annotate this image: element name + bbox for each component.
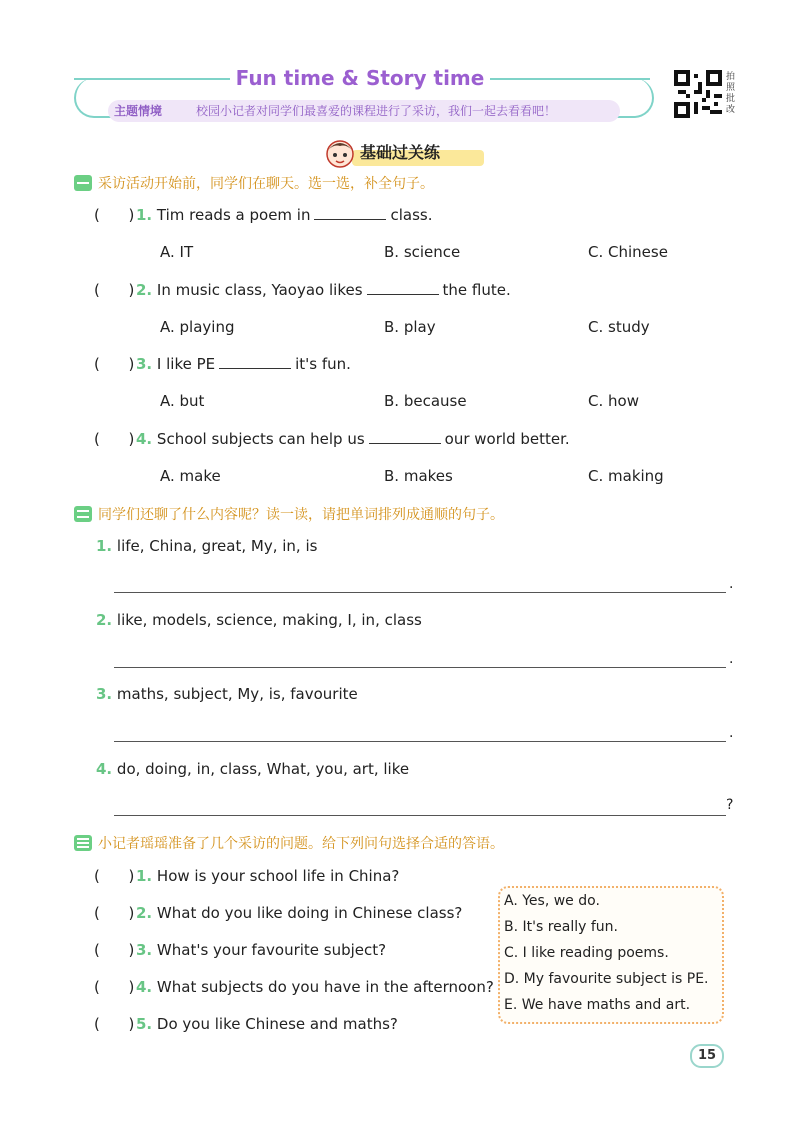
question-text: What's your favourite subject? (156, 941, 387, 959)
option-a: A. IT (160, 243, 194, 261)
part1-heading (74, 173, 434, 195)
answer-choice: A. Yes, we do. (504, 893, 600, 909)
part3-instruction: 小记者瑶瑶准备了几个采访的问题。给下列问句选择合适的答语。 (98, 836, 504, 852)
p3-question-5 (94, 1013, 398, 1035)
p3-question-4 (94, 976, 494, 998)
fill-blank[interactable] (367, 280, 439, 295)
answer-bracket[interactable]: ( ) (94, 1015, 135, 1033)
answer-line[interactable] (114, 592, 726, 593)
p2-item-1 (96, 535, 317, 557)
question-text: What subjects do you have in the afternoon? (156, 978, 494, 996)
option-b: B. play (384, 318, 436, 336)
option-c: C. study (588, 318, 650, 336)
mascot-icon (322, 134, 358, 170)
p1-question-3 (94, 353, 351, 375)
option-a: A. make (160, 467, 221, 485)
option-a: A. playing (160, 318, 235, 336)
page-title: Fun time & Story time (230, 62, 490, 94)
end-punctuation: . (729, 651, 734, 667)
scrambled-words: maths, subject, My, is, favourite (116, 685, 358, 703)
answer-bracket[interactable]: ( ) (94, 904, 135, 922)
question-text: How is your school life in China? (156, 867, 400, 885)
answer-choice: E. We have maths and art. (504, 997, 691, 1013)
item-number: 4. (96, 760, 113, 778)
option-c: C. Chinese (588, 243, 668, 261)
end-punctuation: . (729, 725, 734, 741)
part3-heading (74, 833, 504, 855)
question-number: 5. (136, 1015, 153, 1033)
part3-number-icon (74, 835, 92, 851)
practice-title: 基础过关练 (360, 143, 441, 162)
p2-item-2 (96, 609, 422, 631)
scrambled-words: do, doing, in, class, What, you, art, like (116, 760, 410, 778)
option-c: C. making (588, 467, 664, 485)
item-number: 3. (96, 685, 113, 703)
p3-question-1 (94, 865, 399, 887)
answer-choice: C. I like reading poems. (504, 945, 669, 961)
question-number: 1. (136, 206, 153, 224)
item-number: 2. (96, 611, 113, 629)
page-number: 15 (690, 1044, 724, 1068)
answer-bracket[interactable]: ( ) (94, 941, 135, 959)
scene-label: 主题情境 (114, 104, 163, 118)
answer-bracket[interactable]: ( ) (94, 867, 135, 885)
fill-blank[interactable] (219, 354, 291, 369)
option-c: C. how (588, 392, 639, 410)
p2-item-4 (96, 758, 409, 780)
option-b: B. because (384, 392, 467, 410)
answer-bracket[interactable]: ( ) (94, 206, 135, 224)
qr-code-icon[interactable] (674, 70, 722, 118)
part2-number-icon (74, 506, 92, 522)
end-punctuation: ? (726, 797, 734, 813)
answer-bracket[interactable]: ( ) (94, 978, 135, 996)
fill-blank[interactable] (369, 429, 441, 444)
item-number: 1. (96, 537, 113, 555)
part2-heading (74, 504, 504, 526)
scrambled-words: like, models, science, making, I, in, class (116, 611, 422, 629)
question-number: 3. (136, 941, 153, 959)
p1-question-4 (94, 428, 570, 450)
question-text: Do you like Chinese and maths? (156, 1015, 398, 1033)
question-number: 2. (136, 904, 153, 922)
question-text: Tim reads a poem in (156, 206, 311, 224)
p1-question-1 (94, 204, 433, 226)
question-text: I like PE (156, 355, 216, 373)
answer-line[interactable] (114, 815, 726, 816)
option-b: B. makes (384, 467, 453, 485)
answer-bracket[interactable]: ( ) (94, 355, 135, 373)
p1-question-2 (94, 279, 511, 301)
part1-number-icon (74, 175, 92, 191)
answer-bracket[interactable]: ( ) (94, 430, 135, 448)
answer-line[interactable] (114, 667, 726, 668)
question-number: 4. (136, 978, 153, 996)
qr-caption: 拍照批改 (726, 72, 736, 115)
question-number: 4. (136, 430, 153, 448)
part2-instruction: 同学们还聊了什么内容呢？读一读，请把单词排列成通顺的句子。 (98, 507, 504, 523)
question-number: 3. (136, 355, 153, 373)
p3-question-2 (94, 902, 462, 924)
question-text-end: it's fun. (295, 355, 351, 373)
scene-text: 校园小记者对同学们最喜爱的课程进行了采访，我们一起去看看吧！ (196, 104, 557, 118)
question-number: 1. (136, 867, 153, 885)
part1-instruction: 采访活动开始前，同学们在聊天。选一选，补全句子。 (98, 176, 434, 192)
question-text: School subjects can help us (156, 430, 365, 448)
p2-item-3 (96, 683, 358, 705)
answer-choice: B. It's really fun. (504, 919, 618, 935)
option-b: B. science (384, 243, 461, 261)
scrambled-words: life, China, great, My, in, is (116, 537, 318, 555)
question-number: 2. (136, 281, 153, 299)
question-text-end: class. (390, 206, 433, 224)
p3-question-3 (94, 939, 386, 961)
end-punctuation: . (729, 576, 734, 592)
question-text-end: our world better. (444, 430, 570, 448)
answer-line[interactable] (114, 741, 726, 742)
answer-bracket[interactable]: ( ) (94, 281, 135, 299)
question-text: In music class, Yaoyao likes (156, 281, 363, 299)
fill-blank[interactable] (314, 205, 386, 220)
answer-choice: D. My favourite subject is PE. (504, 971, 709, 987)
option-a: A. but (160, 392, 205, 410)
question-text: What do you like doing in Chinese class? (156, 904, 463, 922)
question-text-end: the flute. (442, 281, 511, 299)
